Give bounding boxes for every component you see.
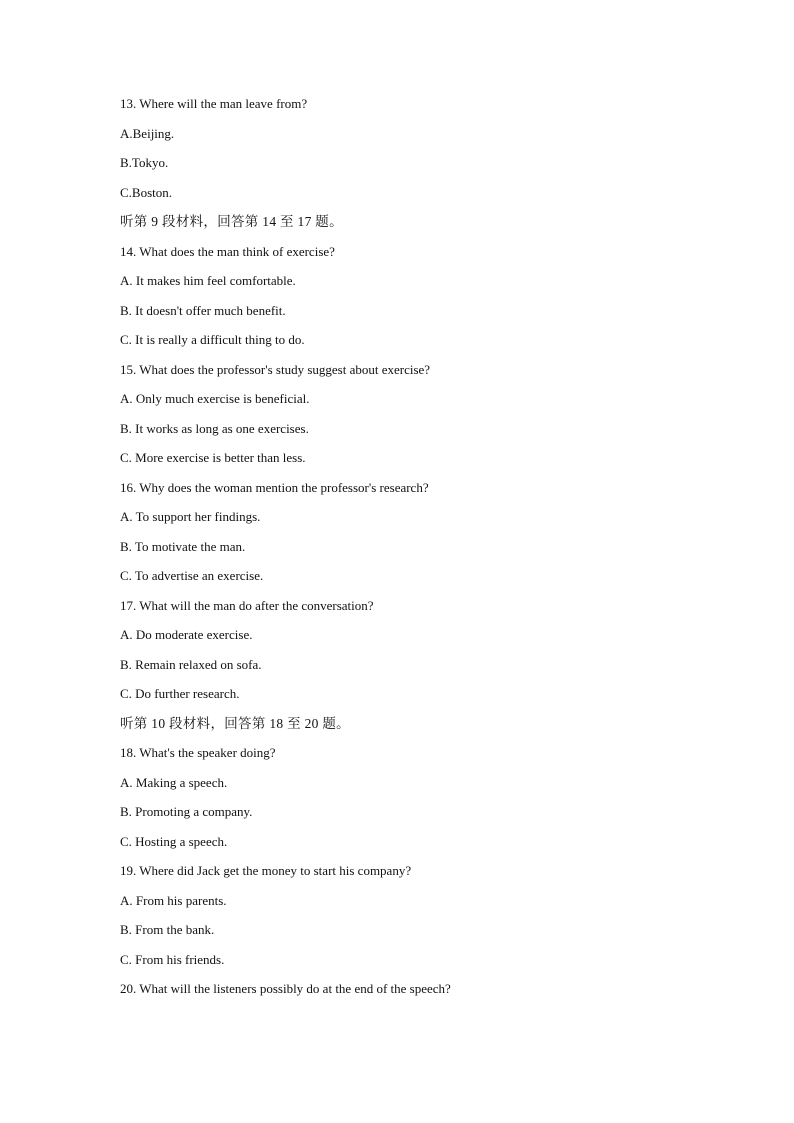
section-heading-9: 听第 9 段材料，回答第 14 至 17 题。	[120, 214, 343, 229]
option-18a: A. Making a speech.	[120, 774, 228, 790]
question-17: 17. What will the man do after the conversation?	[120, 597, 374, 613]
question-13: 13. Where will the man leave from?	[120, 96, 308, 111]
question-15: 15. What does the professor's study suggest about exercise?	[120, 361, 431, 377]
option-13b: B.Tokyo.	[120, 155, 169, 170]
option-17a: A. Do moderate exercise.	[120, 627, 253, 642]
option-17c: C. Do further research.	[120, 686, 240, 701]
option-15c: C. More exercise is better than less.	[120, 450, 306, 465]
option-19b: B. From the bank.	[120, 922, 215, 937]
option-15a: A. Only much exercise is beneficial.	[120, 391, 310, 406]
option-19a: A. From his parents.	[120, 892, 227, 908]
question-20: 20. What will the listeners possibly do at the end of the speech?	[120, 981, 451, 996]
option-14a: A. It makes him feel comfortable.	[120, 273, 296, 288]
option-15b: B. It works as long as one exercises.	[120, 420, 309, 436]
question-14: 14. What does the man think of exercise?	[120, 243, 335, 259]
option-16c: C. To advertise an exercise.	[120, 568, 264, 583]
option-17b: B. Remain relaxed on sofa.	[120, 656, 262, 672]
option-14c: C. It is really a difficult thing to do.	[120, 332, 305, 347]
option-14b: B. It doesn't offer much benefit.	[120, 302, 286, 318]
option-19c: C. From his friends.	[120, 951, 225, 967]
question-16: 16. Why does the woman mention the professor's research?	[120, 479, 429, 495]
option-13c: C.Boston.	[120, 184, 173, 200]
document-page	[120, 94, 680, 1009]
option-16a: A. To support her findings.	[120, 509, 261, 524]
option-16b: B. To motivate the man.	[120, 538, 246, 554]
option-13a: A.Beijing.	[120, 125, 175, 141]
question-18: 18. What's the speaker doing?	[120, 745, 276, 760]
option-18b: B. Promoting a company.	[120, 804, 253, 819]
option-18c: C. Hosting a speech.	[120, 833, 228, 849]
question-19: 19. Where did Jack get the money to start his company?	[120, 863, 412, 878]
section-heading-10: 听第 10 段材料，回答第 18 至 20 题。	[120, 715, 350, 731]
